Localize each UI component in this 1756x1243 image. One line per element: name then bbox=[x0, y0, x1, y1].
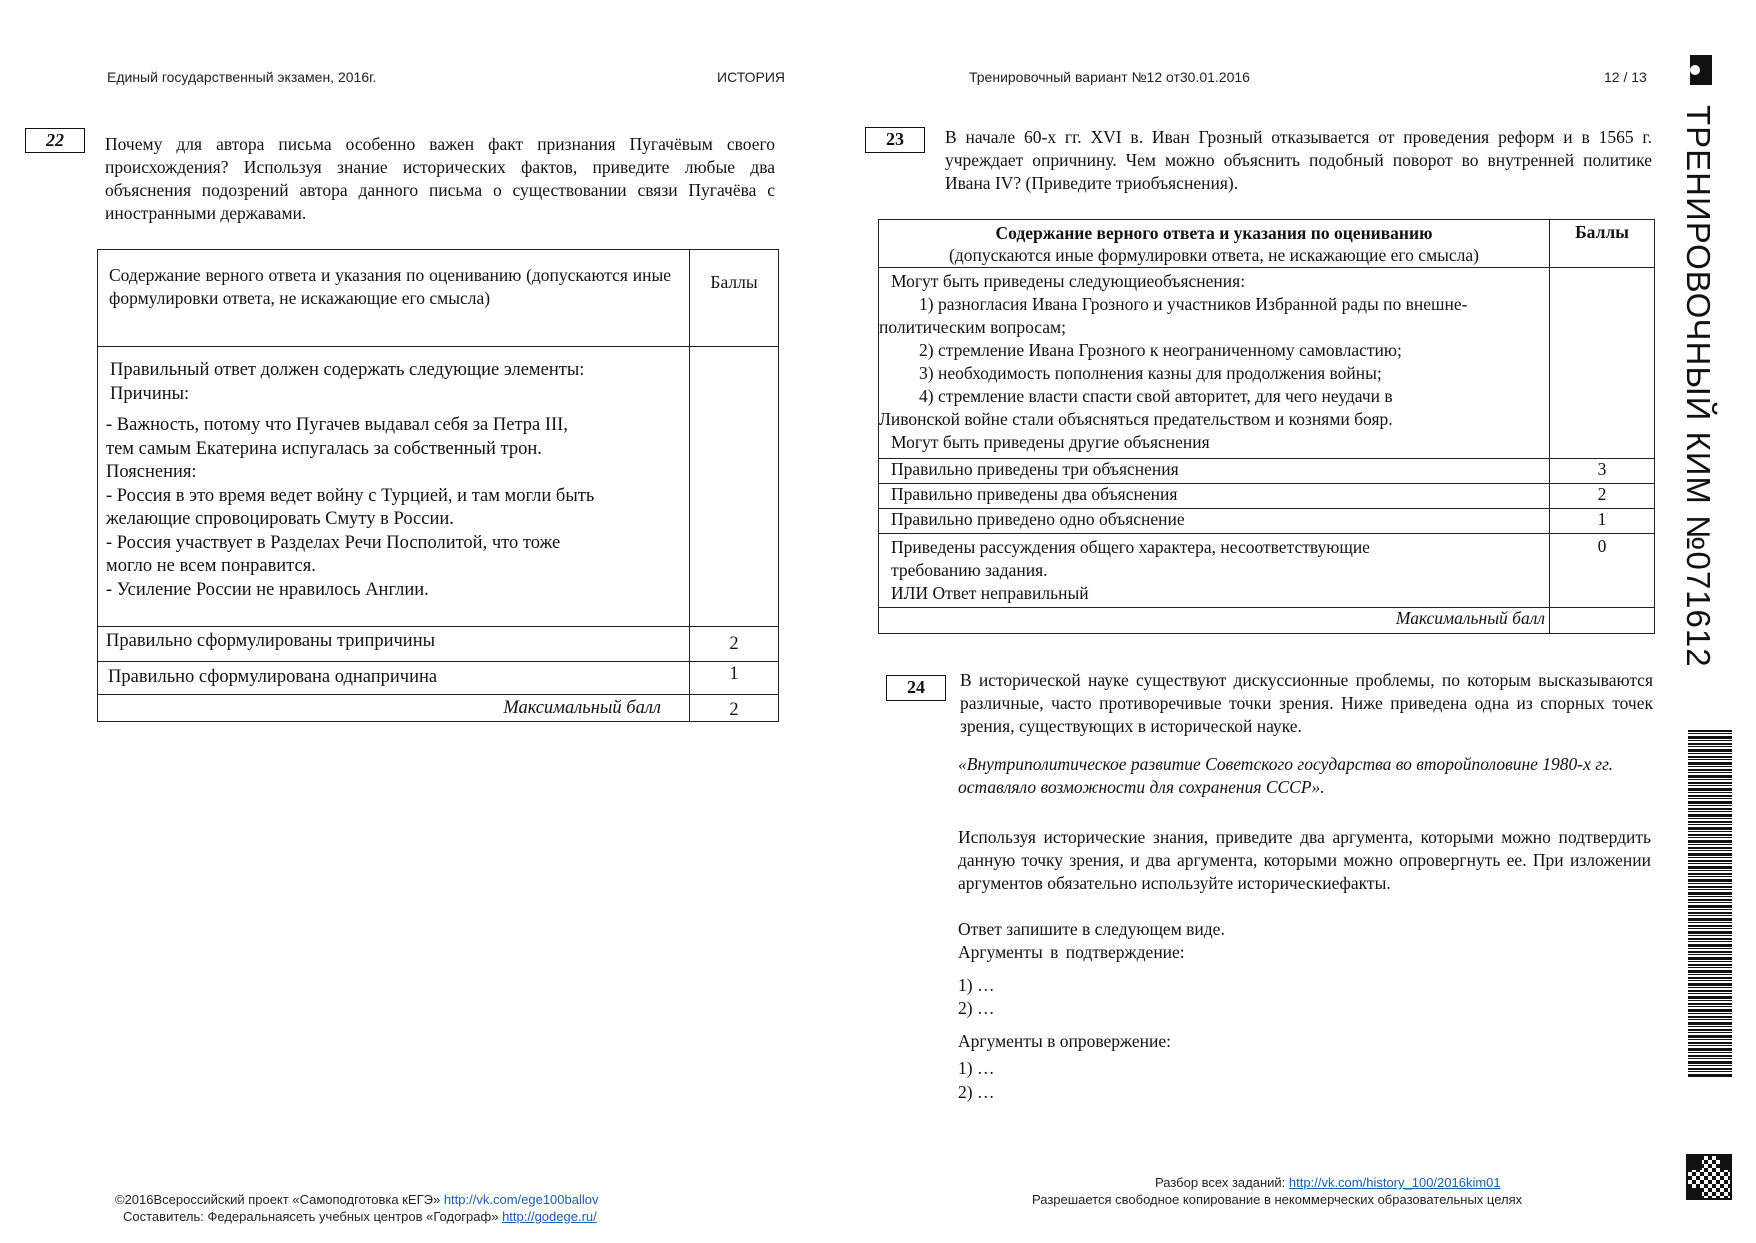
task-22-answer-line: - Россия в это время ведет войну с Турцией, и там могли быть bbox=[106, 485, 595, 506]
task-22-answer-line: - Усиление России не нравилось Англии. bbox=[106, 579, 429, 600]
footer-copyright-text: ©2016Всероссийский проект «Самоподготовка кЕГЭ» bbox=[115, 1192, 441, 1207]
task-23-answer-line: 2) стремление Ивана Грозного к неограниченному самовластию; bbox=[919, 340, 1402, 360]
footer-author bbox=[123, 1209, 597, 1224]
task-22-answer-line: тем самым Екатерина испугалась за собственный трон. bbox=[106, 438, 542, 459]
corner-mark-icon bbox=[1690, 55, 1712, 85]
task-22-max-score: 2 bbox=[690, 695, 779, 722]
barcode-icon bbox=[1688, 730, 1732, 1078]
task-23-row-label: Правильно приведены два объяснения bbox=[879, 484, 1550, 509]
task-24-confirm-title: Аргументы в подтверждение: bbox=[958, 942, 1185, 962]
task-24-intro: В исторической науке существуют дискуссионные проблемы, по которым высказываются различные, часто противоречивые точки зрения. Ниже приведена одна из спорных точек зрения, существующих в исторической науке. bbox=[960, 670, 1653, 736]
task-23-zero-score: 0 bbox=[1550, 534, 1655, 608]
header-subject: ИСТОРИЯ bbox=[717, 69, 786, 85]
task-24-confirm-item: 2) … bbox=[958, 998, 995, 1018]
task-23-table-head-title: Содержание верного ответа и указания по оцениванию bbox=[995, 223, 1433, 243]
task-23-number: 23 bbox=[865, 127, 925, 153]
task-23-answer-line: политическим вопросам; bbox=[879, 317, 1066, 337]
task-23-row-score: 3 bbox=[1550, 459, 1655, 484]
task-22-table-head-score: Баллы bbox=[690, 250, 779, 347]
task-22-answer-score-cell bbox=[690, 347, 779, 627]
task-23-answer-score-cell bbox=[1550, 268, 1655, 459]
header-exam: Единый государственный экзамен, 2016г. bbox=[107, 69, 377, 85]
task-22-answer-line: - Россия участвует в Разделах Речи Посполитой, что тоже bbox=[106, 532, 561, 553]
task-22-row-label: Правильно сформулирована однапричина bbox=[98, 662, 690, 695]
task-23-row-score: 2 bbox=[1550, 484, 1655, 509]
task-22-answer-content bbox=[98, 347, 690, 627]
task-22-answer-line: Причины: bbox=[110, 383, 190, 404]
task-22-question: Почему для автора письма особенно важен факт признания Пугачёвым своего происхождения? Используя знание исторических фактов, приведите любые два объяснения подозрений автора данного письма о существовании связи Пугачёва с иностранными державами. bbox=[105, 134, 775, 223]
task-23-answer-line: 1) разногласия Ивана Грозного и участников Избранной рады по внешне- bbox=[919, 294, 1468, 314]
footer-copyright bbox=[115, 1192, 598, 1207]
task-23-max-score bbox=[1550, 608, 1655, 634]
task-22-answer-line: желающие спровоцировать Смуту в России. bbox=[106, 509, 454, 529]
task-24-confirm-item: 1) … bbox=[958, 975, 995, 995]
task-24-instruction: Используя исторические знания, приведите два аргумента, которыми можно подтвердить данную точку зрения, и два аргумента, которыми можно опровергнуть ее. При изложении аргументов обязательно используйте историческиефакты. bbox=[958, 827, 1651, 893]
task-23-answer-line: Ливонской войне стали объясняться предательством и кознями бояр. bbox=[879, 409, 1393, 429]
task-22-answer-line: могло не всем понравится. bbox=[106, 556, 316, 576]
task-22-max-label: Максимальный балл bbox=[98, 695, 690, 722]
task-24-refute-item: 2) … bbox=[958, 1082, 995, 1102]
task-23-table-head-score: Баллы bbox=[1550, 220, 1655, 268]
task-22-table-head-content: Содержание верного ответа и указания по оцениванию (допускаются иные формулировки ответа, не искажающие его смысла) bbox=[98, 250, 690, 347]
task-23-answer-line: Могут быть приведены следующиеобъяснения: bbox=[891, 271, 1246, 291]
task-23-question: В начале 60-х гг. XVI в. Иван Грозный отказывается от проведения реформ и в 1565 г. учреждает опричнину. Чем можно объяснить подобный поворот во внутренней политике Ивана IV? (Приведите триобъяснения). bbox=[945, 127, 1652, 193]
task-23-answer-content bbox=[879, 268, 1550, 459]
task-22-answer-line: Пояснения: bbox=[106, 462, 197, 482]
task-22-answer-line: Правильный ответ должен содержать следующие элементы: bbox=[110, 360, 585, 380]
task-23-row-label: Правильно приведены три объяснения bbox=[879, 459, 1550, 484]
task-22-row-label: Правильно сформулированы трипричины bbox=[98, 627, 690, 662]
task-23-zero-line: ИЛИ Ответ неправильный bbox=[891, 583, 1089, 603]
footer-license: Разрешается свободное копирование в некоммерческих образовательных целях bbox=[1032, 1192, 1523, 1207]
task-22-number: 22 bbox=[25, 128, 85, 153]
qr-code-icon bbox=[1686, 1154, 1732, 1200]
task-23-zero-line: требованию задания. bbox=[891, 560, 1048, 580]
vertical-title: ТРЕНИРОВОЧНЫЙ КИМ №071612 bbox=[1680, 105, 1717, 668]
footer-copyright-link[interactable]: http://vk.com/ege100ballov bbox=[443, 1192, 599, 1207]
task-23-zero-line: Приведены рассуждения общего характера, несоответствующие bbox=[891, 537, 1370, 557]
footer-analysis bbox=[1155, 1175, 1501, 1190]
task-23-zero-content bbox=[879, 534, 1550, 608]
task-24-answer-format: Ответ запишите в следующем виде. bbox=[958, 919, 1225, 939]
task-22-criteria-table bbox=[97, 249, 779, 722]
task-22-row-score: 1 bbox=[690, 662, 779, 695]
header-page-number: 12 / 13 bbox=[1604, 69, 1647, 85]
footer-author-text: Составитель: Федеральнаясеть учебных центров «Годограф» bbox=[123, 1209, 499, 1224]
task-23-table-head-note: (допускаются иные формулировки ответа, не искажающие его смысла) bbox=[949, 245, 1479, 265]
task-24-quote: «Внутриполитическое развитие Советского государства во второйполовине 1980-х гг. оставляло возможности для сохранения СССР». bbox=[958, 754, 1614, 797]
task-24-number: 24 bbox=[886, 675, 946, 701]
task-23-max-label: Максимальный балл bbox=[879, 608, 1550, 634]
task-23-row-score: 1 bbox=[1550, 509, 1655, 534]
task-23-row-label: Правильно приведено одно объяснение bbox=[879, 509, 1550, 534]
task-22-answer-line: - Важность, потому что Пугачев выдавал себя за Петра III, bbox=[106, 415, 568, 435]
footer-analysis-text: Разбор всех заданий: bbox=[1155, 1175, 1286, 1190]
header-variant: Тренировочный вариант №12 от30.01.2016 bbox=[969, 69, 1250, 85]
task-24-refute-title: Аргументы в опровержение: bbox=[958, 1031, 1171, 1051]
task-23-criteria-table bbox=[878, 219, 1655, 634]
footer-analysis-link[interactable]: http://vk.com/history_100/2016kim01 bbox=[1288, 1175, 1501, 1190]
task-24-refute-item: 1) … bbox=[958, 1058, 995, 1078]
footer-author-link[interactable]: http://godege.ru/ bbox=[502, 1209, 597, 1224]
task-23-answer-line: Могут быть приведены другие объяснения bbox=[891, 432, 1210, 452]
task-23-answer-line: 3) необходимость пополнения казны для продолжения войны; bbox=[919, 363, 1382, 383]
task-22-row-score: 2 bbox=[690, 627, 779, 662]
task-23-table-head-content bbox=[879, 220, 1550, 268]
task-23-answer-line: 4) стремление власти спасти свой авторитет, для чего неудачи в bbox=[919, 386, 1393, 406]
